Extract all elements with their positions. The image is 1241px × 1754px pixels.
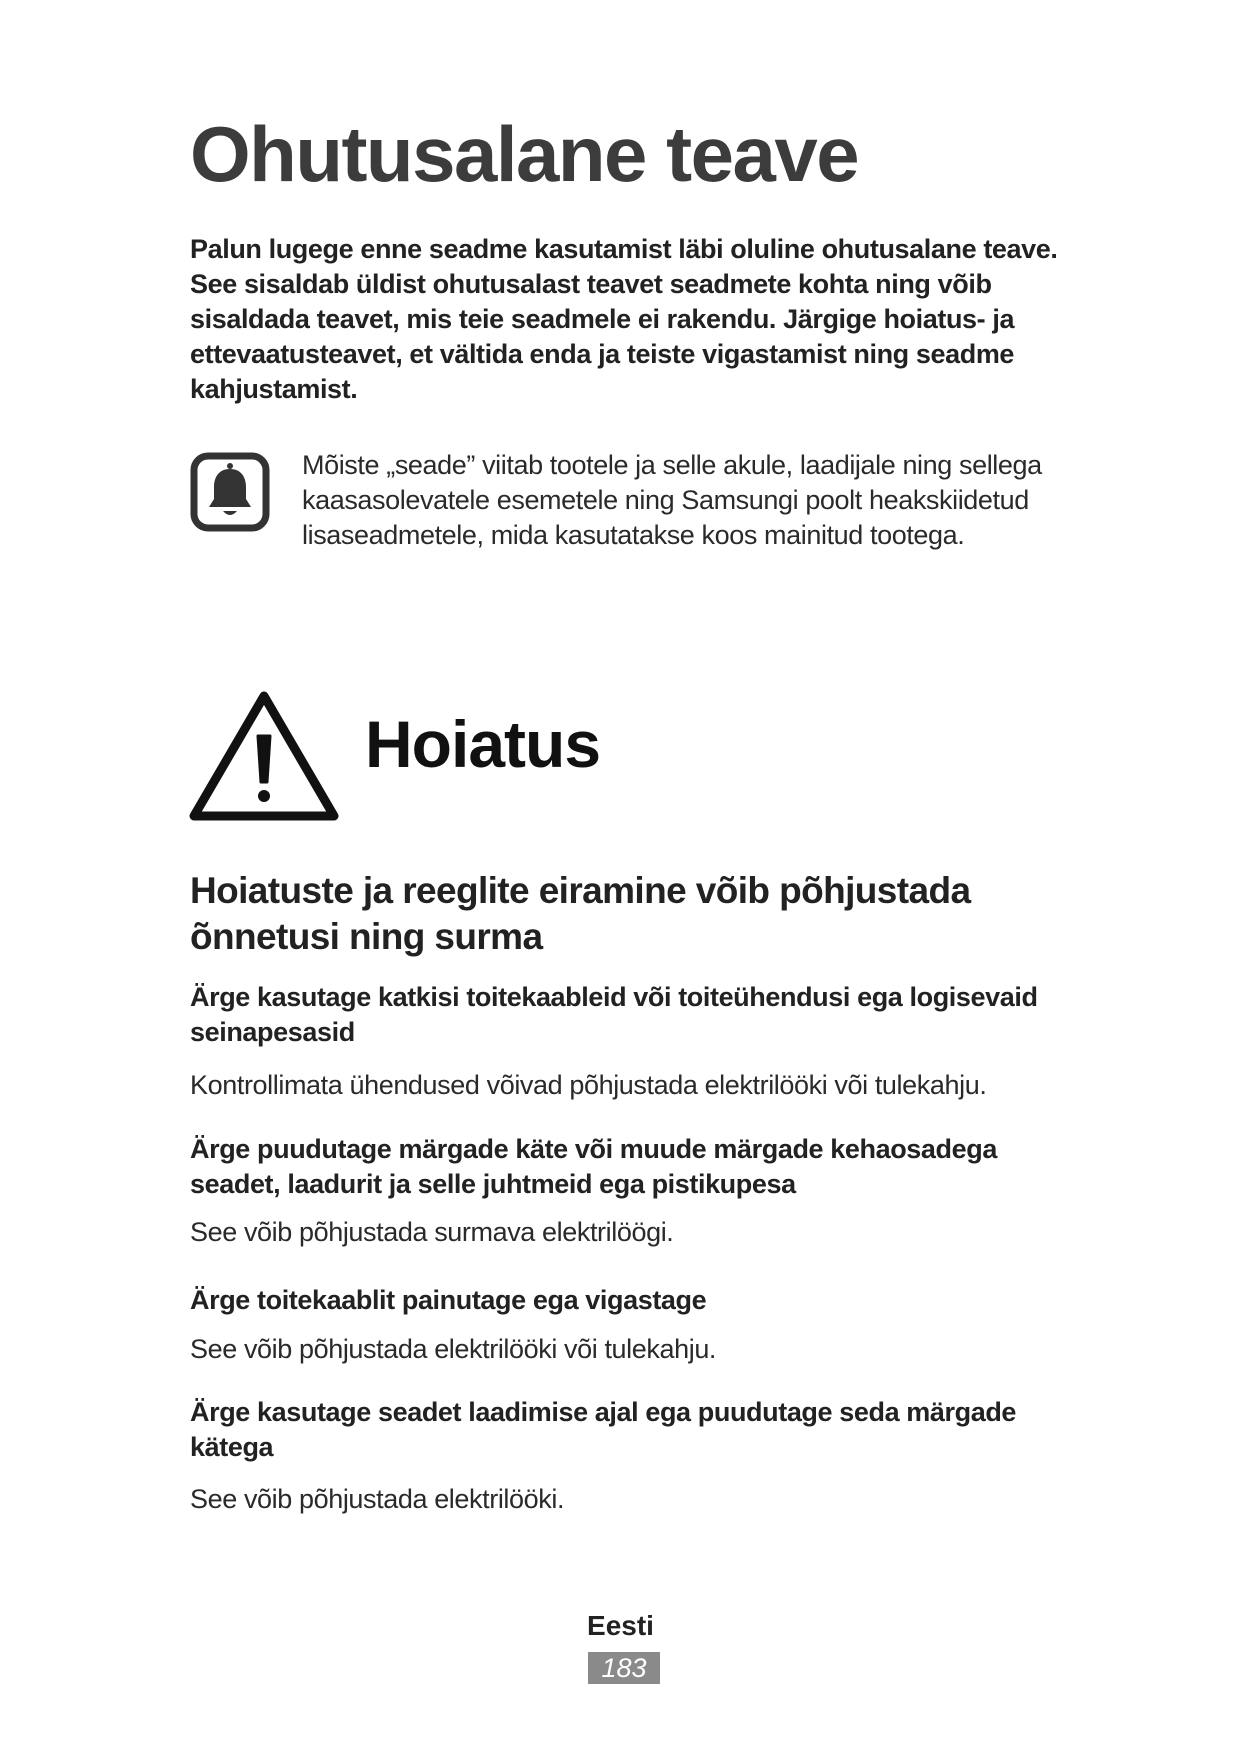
item-text: See võib põhjustada surmava elektrilöögi. — [190, 1217, 674, 1247]
item-text: See võib põhjustada elektrilööki või tulekahju. — [190, 1334, 717, 1364]
note-text: Mõiste „seade” viitab tootele ja selle akule, laadijale ning sellega kaasasolevatele esemetele ning Samsungi poolt heakskiidetud lisaseadmetele, mida kasutatakse koos mainitud tootega. — [302, 450, 1042, 550]
item-title: Ärge toitekaablit painutage ega vigastage — [190, 1285, 707, 1315]
item-text: Kontrollimata ühendused võivad põhjustada elektrilööki või tulekahju. — [190, 1070, 987, 1100]
item-title: Ärge kasutage seadet laadimise ajal ega puudutage seda märgade kätega — [190, 1397, 1017, 1462]
page-number: 183 — [588, 1652, 660, 1684]
footer-language: Eesti — [587, 1610, 654, 1641]
section-heading: Hoiatuste ja reeglite eiramine võib põhjustada õnnetusi ning surma — [190, 870, 971, 957]
item-text: See võib põhjustada elektrilööki. — [190, 1484, 565, 1514]
warning-triangle-icon — [188, 688, 340, 824]
intro-paragraph: Palun lugege enne seadme kasutamist läbi oluline ohutusalane teave. See sisaldab üldist ohutusalast teavet seadmete kohta ning võib sisaldada teavet, mis teie seadmele ei rakendu. Järgige hoiatus- ja ettevaatusteavet, et vältida enda ja teiste vigastamist ning seadme kahjustamist. — [190, 234, 1058, 404]
bell-notice-icon — [190, 452, 270, 532]
page-title: Ohutusalane teave — [190, 110, 859, 198]
item-title: Ärge kasutage katkisi toitekaableid või toiteühendusi ega logisevaid seinapesasid — [190, 982, 1038, 1047]
warning-title: Hoiatus — [365, 707, 601, 781]
item-title: Ärge puudutage märgade käte või muude märgade kehaosadega seadet, laadurit ja selle juhtmeid ega pistikupesa — [190, 1134, 997, 1199]
